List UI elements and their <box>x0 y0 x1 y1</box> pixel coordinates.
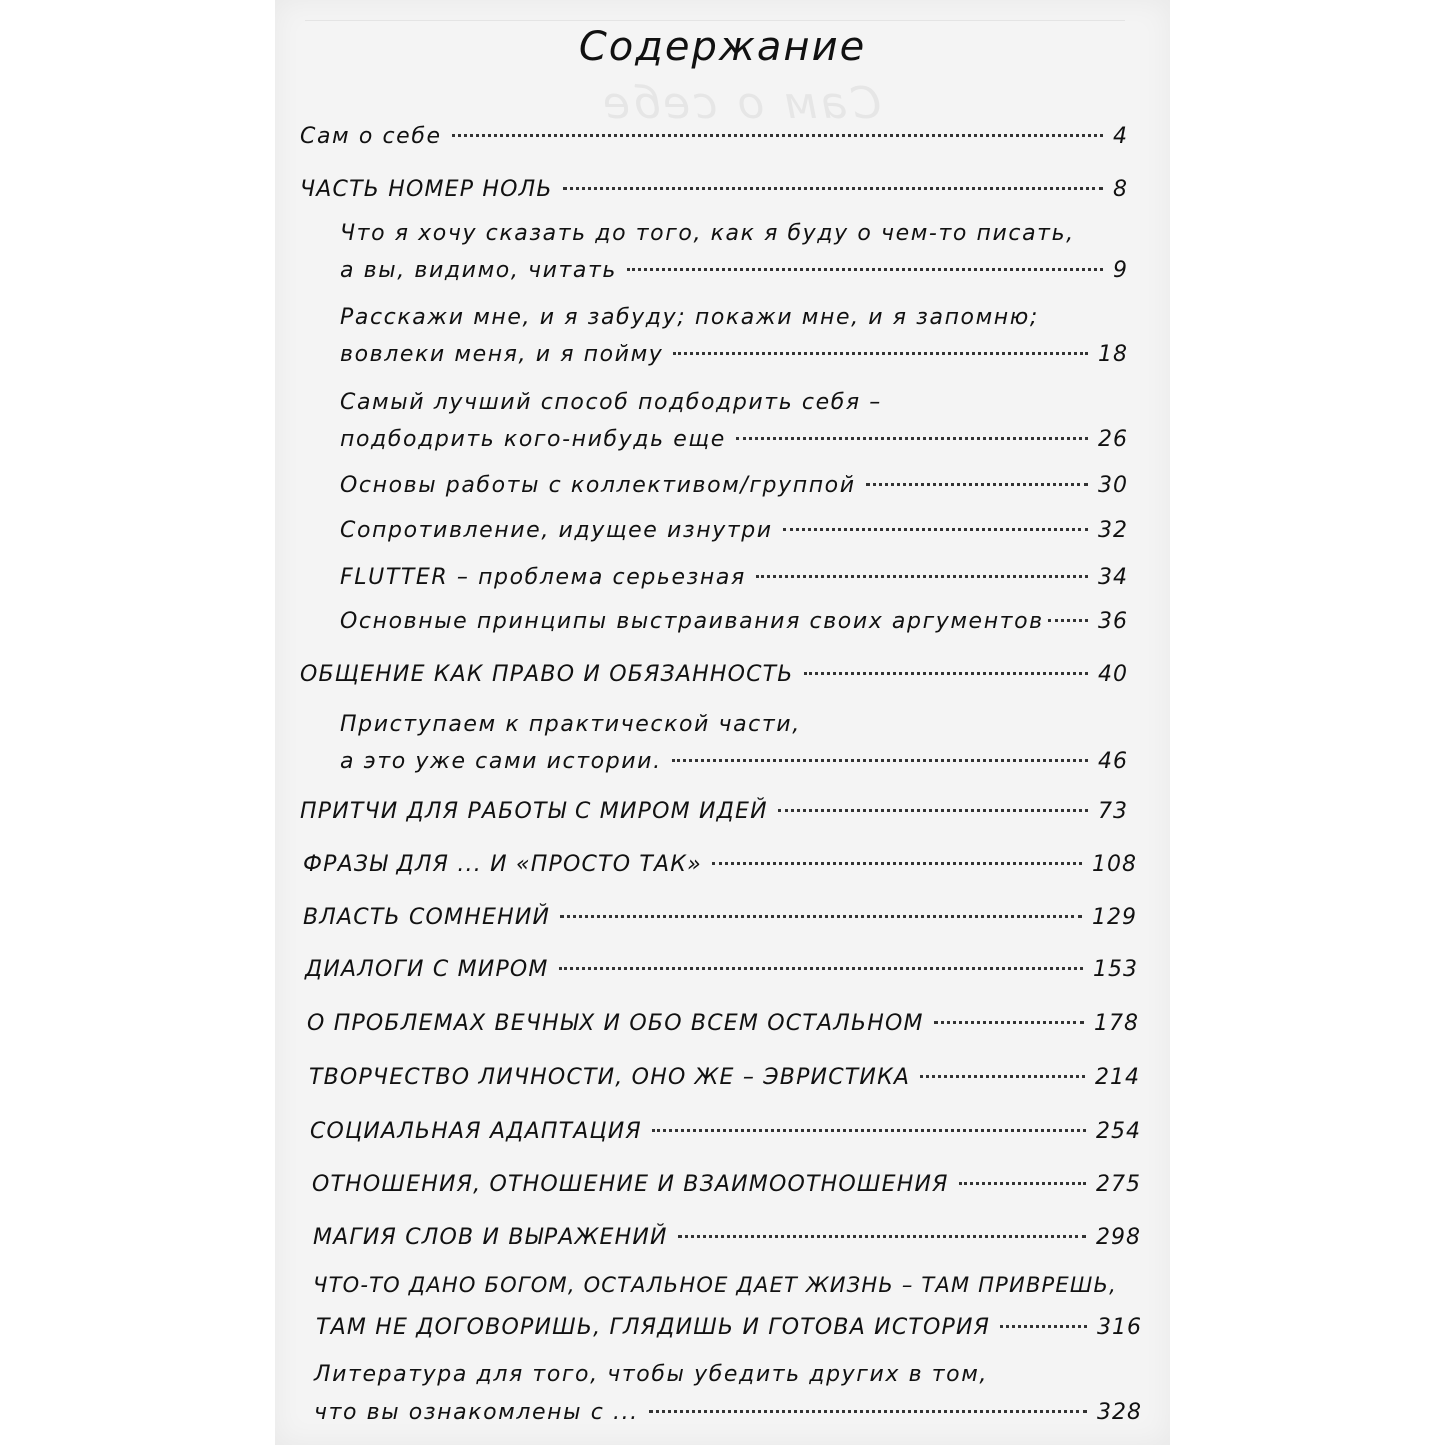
toc-entry-title: ОТНОШЕНИЯ, ОТНОШЕНИЕ И ВЗАИМООТНОШЕНИЯ <box>312 1172 949 1197</box>
toc-entry-title: Сам о себе <box>300 124 442 149</box>
toc-entry-page: 275 <box>1096 1172 1141 1197</box>
toc-entry-title: ФРАЗЫ ДЛЯ ... И «ПРОСТО ТАК» <box>303 852 702 877</box>
dot-leader <box>783 528 1088 531</box>
toc-entry-title: а вы, видимо, читать <box>340 258 617 283</box>
toc-entry <box>340 747 1128 777</box>
toc-entry-page: 32 <box>1098 518 1128 543</box>
toc-entry-page: 8 <box>1113 177 1128 202</box>
toc-entry <box>300 122 1128 152</box>
toc-entry <box>310 1117 1141 1147</box>
dot-leader <box>959 1182 1086 1185</box>
toc-entry-page: 214 <box>1095 1065 1140 1090</box>
dot-leader <box>712 862 1082 865</box>
toc-entry-title: Основные принципы выстраивания своих аргументов <box>340 609 1044 634</box>
dot-leader <box>934 1021 1084 1024</box>
toc-entry-title: Основы работы с коллективом/группой <box>340 473 856 498</box>
dot-leader <box>452 134 1103 137</box>
page-title: Содержание <box>578 24 867 70</box>
toc-entry-page: 30 <box>1098 473 1128 498</box>
toc-entry <box>300 175 1128 205</box>
toc-entry-title-line: Литература для того, чтобы убедить других в том, <box>314 1362 988 1387</box>
dot-leader <box>560 915 1082 918</box>
toc-entry <box>340 340 1128 370</box>
dot-leader <box>1000 1325 1087 1328</box>
toc-entry <box>309 1063 1140 1093</box>
toc-entry <box>300 660 1128 690</box>
dot-leader <box>778 809 1088 812</box>
toc-entry-title: а это уже сами истории. <box>340 749 662 774</box>
toc-entry <box>340 563 1128 593</box>
toc-entry-title: что вы ознакомлены с ... <box>314 1400 639 1425</box>
toc-entry-page: 254 <box>1096 1119 1141 1144</box>
toc-entry-title-line: Расскажи мне, и я забуду; покажи мне, и я запомню; <box>340 305 1039 330</box>
dot-leader <box>649 1410 1087 1413</box>
dot-leader <box>756 575 1088 578</box>
toc-entry-title-line: Что я хочу сказать до того, как я буду о чем-то писать, <box>340 221 1075 246</box>
dot-leader <box>559 967 1083 970</box>
toc-entry-title: СОЦИАЛЬНАЯ АДАПТАЦИЯ <box>310 1119 642 1144</box>
toc-entry-page: 178 <box>1094 1011 1139 1036</box>
dot-leader <box>672 759 1088 762</box>
toc-entry <box>303 850 1137 880</box>
toc-entry-page: 316 <box>1097 1315 1142 1340</box>
toc-entry-title: подбодрить кого-нибудь еще <box>340 427 726 452</box>
toc-entry <box>340 516 1128 546</box>
toc-entry-page: 26 <box>1098 427 1128 452</box>
toc-entry-title: FLUTTER – проблема серьезная <box>340 565 746 590</box>
toc-entry-title: ОБЩЕНИЕ КАК ПРАВО И ОБЯЗАННОСТЬ <box>300 662 794 687</box>
toc-entry-page: 129 <box>1092 905 1137 930</box>
dot-leader <box>920 1075 1085 1078</box>
dot-leader <box>866 483 1088 486</box>
toc-entry-page: 153 <box>1093 957 1138 982</box>
toc-entry <box>312 1170 1141 1200</box>
toc-entry-title-line: Приступаем к практической части, <box>340 712 801 737</box>
toc-entry-page: 73 <box>1098 799 1128 824</box>
toc-entry <box>303 903 1137 933</box>
toc-entry-title: ТАМ НЕ ДОГОВОРИШЬ, ГЛЯДИШЬ И ГОТОВА ИСТОРИЯ <box>316 1315 991 1340</box>
toc-entry <box>305 955 1138 985</box>
toc-entry <box>300 797 1128 827</box>
dot-leader <box>1048 619 1088 622</box>
toc-entry-page: 40 <box>1098 662 1128 687</box>
toc-entry-title: ВЛАСТЬ СОМНЕНИЙ <box>303 905 551 930</box>
toc-entry-title-line: Самый лучший способ подбодрить себя – <box>340 390 882 415</box>
toc-entry <box>316 1313 1142 1343</box>
toc-entry-title: МАГИЯ СЛОВ И ВЫРАЖЕНИЙ <box>313 1225 668 1250</box>
toc-entry-page: 108 <box>1092 852 1137 877</box>
toc-entry <box>307 1009 1139 1039</box>
dot-leader <box>736 437 1088 440</box>
toc-entry-page: 4 <box>1113 124 1128 149</box>
toc-entry-title: вовлеки меня, и я пойму <box>340 342 664 367</box>
toc-entry <box>340 607 1128 637</box>
toc-entry-page: 36 <box>1098 609 1128 634</box>
toc-entry-page: 46 <box>1098 749 1128 774</box>
toc-entry-title: ПРИТЧИ ДЛЯ РАБОТЫ С МИРОМ ИДЕЙ <box>300 799 768 824</box>
toc-entry-title-line: ЧТО-ТО ДАНО БОГОМ, ОСТАЛЬНОЕ ДАЕТ ЖИЗНЬ – ТАМ ПРИВРЕШЬ, <box>313 1273 1118 1297</box>
toc-entry <box>340 425 1128 455</box>
toc-entry-page: 18 <box>1098 342 1128 367</box>
dot-leader <box>678 1235 1086 1238</box>
dot-leader <box>804 672 1088 675</box>
show-through-text: Сам о себе <box>600 78 882 129</box>
dot-leader <box>563 187 1103 190</box>
toc-entry-title: ТВОРЧЕСТВО ЛИЧНОСТИ, ОНО ЖЕ – ЭВРИСТИКА <box>309 1065 911 1090</box>
toc-entry-title: О ПРОБЛЕМАХ ВЕЧНЫХ И ОБО ВСЕМ ОСТАЛЬНОМ <box>307 1011 924 1036</box>
dot-leader <box>652 1129 1086 1132</box>
toc-entry-title: Сопротивление, идущее изнутри <box>340 518 773 543</box>
dot-leader <box>673 352 1088 355</box>
toc-entry <box>313 1223 1141 1253</box>
toc-entry-page: 9 <box>1113 258 1128 283</box>
toc-entry-title: ДИАЛОГИ С МИРОМ <box>305 957 549 982</box>
toc-entry-title: ЧАСТЬ НОМЕР НОЛЬ <box>300 177 553 202</box>
toc-entry-page: 328 <box>1097 1400 1142 1425</box>
toc-entry-page: 298 <box>1096 1225 1141 1250</box>
toc-entry <box>314 1398 1142 1428</box>
dot-leader <box>627 268 1103 271</box>
toc-entry-page: 34 <box>1098 565 1128 590</box>
toc-entry <box>340 471 1128 501</box>
toc-entry <box>340 256 1128 286</box>
